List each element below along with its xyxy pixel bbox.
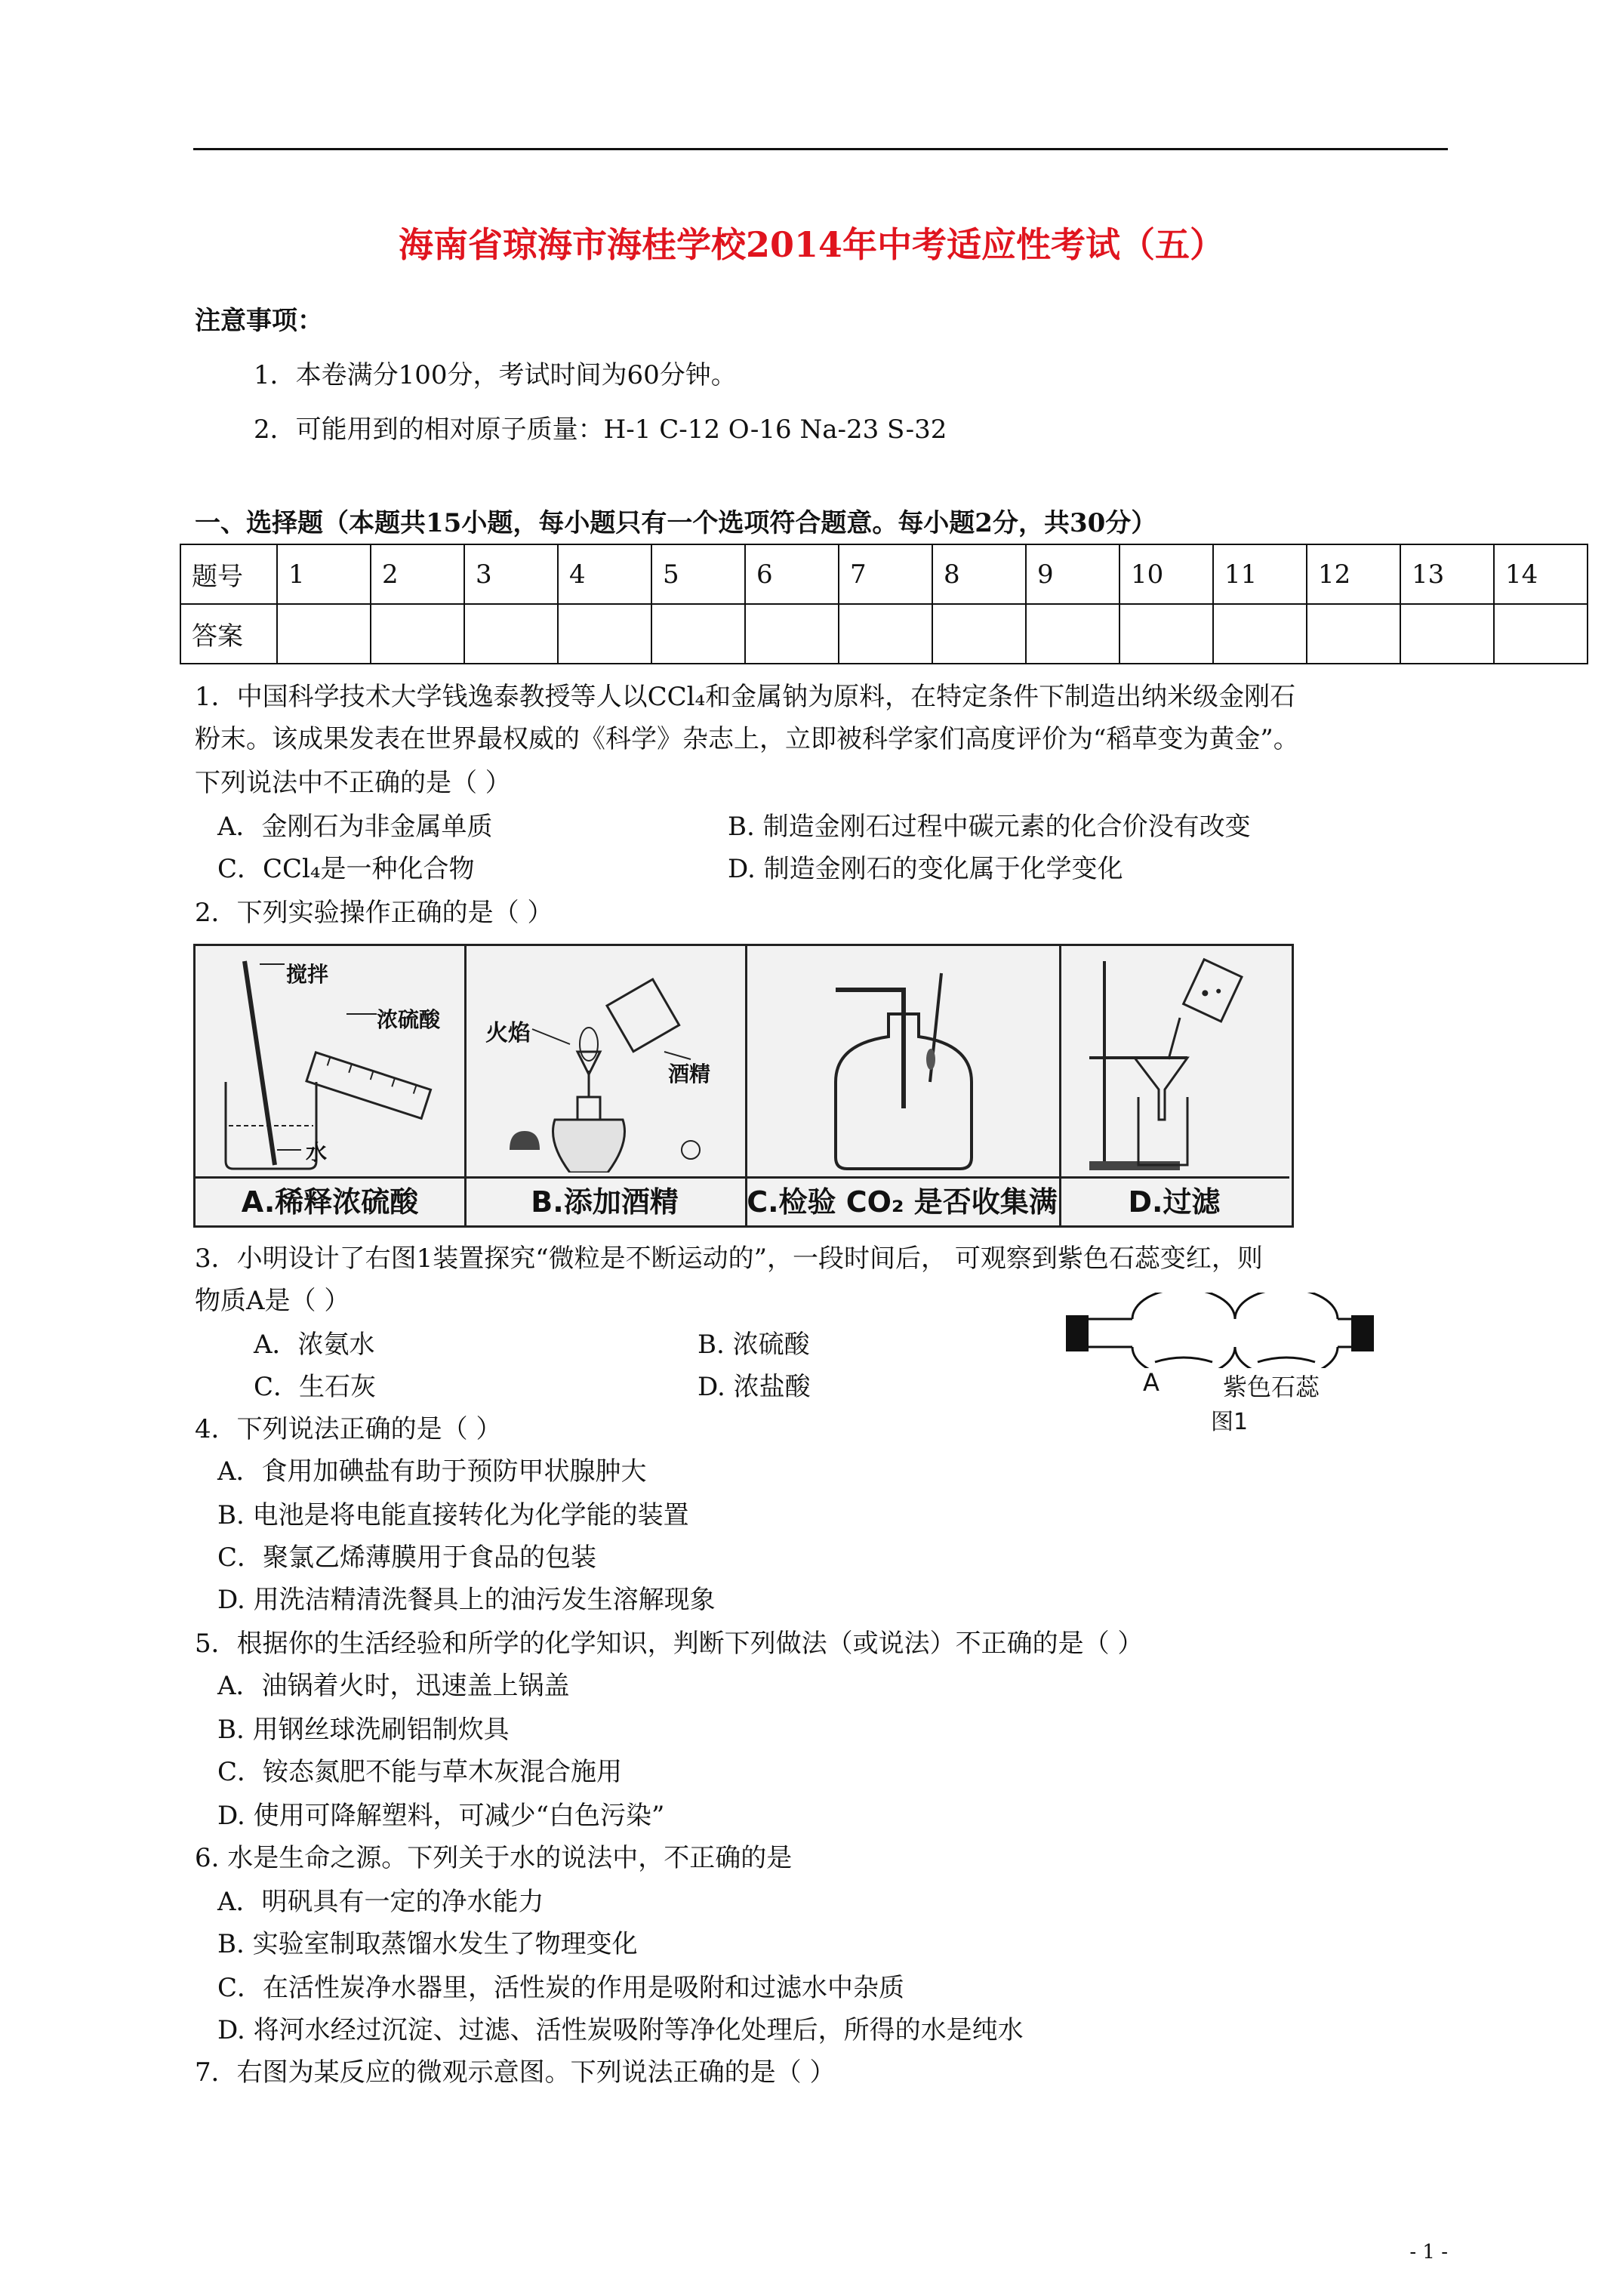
answer-cell[interactable] bbox=[1213, 604, 1307, 664]
panel-d bbox=[1059, 946, 1289, 1225]
q1-line-2: 粉末。该成果发表在世界最权威的《科学》杂志上，立即被科学家们高度评价为“稻草变为黄金”。 bbox=[195, 724, 1299, 754]
qnum-cell: 2 bbox=[371, 544, 464, 604]
panel-a-label: A.稀释浓硫酸 bbox=[196, 1176, 464, 1225]
label-purple-litmus: 紫色石蕊 bbox=[1223, 1373, 1320, 1401]
qnum-cell: 8 bbox=[932, 544, 1026, 604]
panel-d-label: D.过滤 bbox=[1059, 1176, 1289, 1225]
header-rule bbox=[193, 148, 1448, 150]
q4-stem: 4．下列说法正确的是（ ） bbox=[195, 1414, 502, 1444]
qnum-cell: 4 bbox=[558, 544, 651, 604]
q3-option-a: A．浓氨水 bbox=[254, 1330, 375, 1360]
q5-stem: 5．根据你的生活经验和所学的化学知识，判断下列做法（或说法）不正确的是（ ） bbox=[195, 1629, 1144, 1659]
q6-option-a: A．明矾具有一定的净水能力 bbox=[217, 1887, 544, 1917]
figure-1-caption: 图1 bbox=[1211, 1409, 1249, 1435]
qnum-cell: 5 bbox=[651, 544, 745, 604]
answer-cell[interactable] bbox=[932, 604, 1026, 664]
q6-option-b: B. 实验室制取蒸馏水发生了物理变化 bbox=[217, 1929, 638, 1959]
lab-operations-figure bbox=[193, 944, 1294, 1228]
exam-title: 海南省琼海市海桂学校2014年中考适应性考试（五） bbox=[398, 224, 1225, 265]
qnum-cell: 3 bbox=[464, 544, 558, 604]
answer-cell[interactable] bbox=[651, 604, 745, 664]
q1-option-a: A．金刚石为非金属单质 bbox=[217, 812, 493, 842]
q6-option-d: D. 将河水经过沉淀、过滤、活性炭吸附等净化处理后，所得的水是纯水 bbox=[217, 2015, 1024, 2045]
qnum-cell: 14 bbox=[1494, 544, 1588, 604]
dilution-illustration bbox=[196, 946, 464, 1173]
answer-cell[interactable] bbox=[1026, 604, 1119, 664]
answer-cell[interactable] bbox=[1307, 604, 1400, 664]
q4-option-c: C．聚氯乙烯薄膜用于食品的包装 bbox=[217, 1542, 597, 1573]
panel-b-label: B.添加酒精 bbox=[464, 1176, 745, 1225]
filtration-illustration bbox=[1059, 946, 1289, 1173]
panel-c bbox=[745, 946, 1061, 1225]
label-alcohol: 酒精 bbox=[668, 1062, 711, 1086]
q1-option-b: B. 制造金刚石过程中碳元素的化合价没有改变 bbox=[728, 812, 1251, 842]
answer-cell[interactable] bbox=[558, 604, 651, 664]
qnum-cell: 13 bbox=[1400, 544, 1494, 604]
q6-option-c: C．在活性炭净水器里，活性炭的作用是吸附和过滤水中杂质 bbox=[217, 1973, 905, 2003]
notes-item-1: 1．本卷满分100分，考试时间为60分钟。 bbox=[254, 360, 737, 390]
answer-cell[interactable] bbox=[1119, 604, 1213, 664]
q3-option-d: D. 浓盐酸 bbox=[698, 1372, 811, 1402]
q5-option-a: A．油锅着火时，迅速盖上锅盖 bbox=[217, 1671, 570, 1701]
notes-item-2: 2．可能用到的相对原子质量：H-1 C-12 O-16 Na-23 S-32 bbox=[254, 415, 947, 445]
q3-option-b: B. 浓硫酸 bbox=[698, 1330, 810, 1360]
panel-a bbox=[196, 946, 467, 1225]
label-flame: 火焰 bbox=[485, 1020, 531, 1046]
qnum-cell: 6 bbox=[745, 544, 839, 604]
label-water: 水 bbox=[306, 1140, 328, 1165]
q4-option-b: B. 电池是将电能直接转化为化学能的装置 bbox=[217, 1500, 689, 1530]
q1-line-3: 下列说法中不正确的是（ ） bbox=[195, 768, 511, 798]
answer-table-number-row bbox=[180, 544, 1588, 604]
qnum-cell: 7 bbox=[839, 544, 932, 604]
q4-option-d: D. 用洗洁精清洗餐具上的油污发生溶解现象 bbox=[217, 1585, 716, 1615]
gas-collection-illustration bbox=[745, 946, 1059, 1173]
answer-cell[interactable] bbox=[1494, 604, 1588, 664]
q2-stem: 2．下列实验操作正确的是（ ） bbox=[195, 898, 553, 928]
answer-cell[interactable] bbox=[371, 604, 464, 664]
label-a: A bbox=[1143, 1368, 1160, 1397]
q5-option-b: B. 用钢丝球洗刷铝制炊具 bbox=[217, 1715, 510, 1745]
section-heading: 一、选择题（本题共15小题，每小题只有一个选项符合题意。每小题2分，共30分） bbox=[195, 508, 1157, 538]
q5-option-d: D. 使用可降解塑料，可减少“白色污染” bbox=[217, 1801, 665, 1831]
q3-line-1: 3．小明设计了右图1装置探究“微粒是不断运动的”，一段时间后， 可观察到紫色石蕊变红，则 bbox=[195, 1244, 1263, 1274]
row-label-answer: 答案 bbox=[180, 604, 277, 664]
q1-option-c: C．CCl₄是一种化合物 bbox=[217, 854, 475, 884]
answer-cell[interactable] bbox=[745, 604, 839, 664]
q3-line-2: 物质A是（ ） bbox=[195, 1286, 350, 1316]
qnum-cell: 11 bbox=[1213, 544, 1307, 604]
qnum-cell: 9 bbox=[1026, 544, 1119, 604]
label-concentrated-acid: 浓硫酸 bbox=[377, 1007, 441, 1032]
notes-heading: 注意事项： bbox=[195, 306, 323, 336]
q7-stem: 7．右图为某反应的微观示意图。下列说法正确的是（ ） bbox=[195, 2057, 836, 2088]
answer-table bbox=[180, 544, 1588, 664]
q1-option-d: D. 制造金刚石的变化属于化学变化 bbox=[728, 854, 1123, 884]
label-stir: 搅拌 bbox=[286, 962, 329, 987]
q5-option-c: C．铵态氮肥不能与草木灰混合施用 bbox=[217, 1757, 623, 1787]
answer-table-answer-row bbox=[180, 604, 1588, 664]
q4-option-a: A．食用加碘盐有助于预防甲状腺肿大 bbox=[217, 1456, 647, 1487]
q1-line-1: 1．中国科学技术大学钱逸泰教授等人以CCl₄和金属钠为原料，在特定条件下制造出纳米级金刚石 bbox=[195, 682, 1296, 712]
q6-stem: 6. 水是生命之源。下列关于水的说法中，不正确的是 bbox=[195, 1843, 793, 1873]
q3-option-c: C．生石灰 bbox=[254, 1372, 377, 1402]
answer-cell[interactable] bbox=[464, 604, 558, 664]
answer-cell[interactable] bbox=[839, 604, 932, 664]
page-number: - 1 - bbox=[1409, 2241, 1448, 2264]
panel-c-label: C.检验 CO₂ 是否收集满 bbox=[745, 1176, 1059, 1225]
row-label-number: 题号 bbox=[180, 544, 277, 604]
qnum-cell: 10 bbox=[1119, 544, 1213, 604]
answer-cell[interactable] bbox=[1400, 604, 1494, 664]
panel-b bbox=[464, 946, 747, 1225]
qnum-cell: 1 bbox=[277, 544, 371, 604]
qnum-cell: 12 bbox=[1307, 544, 1400, 604]
answer-cell[interactable] bbox=[277, 604, 371, 664]
diffusion-apparatus-figure bbox=[1057, 1293, 1381, 1368]
